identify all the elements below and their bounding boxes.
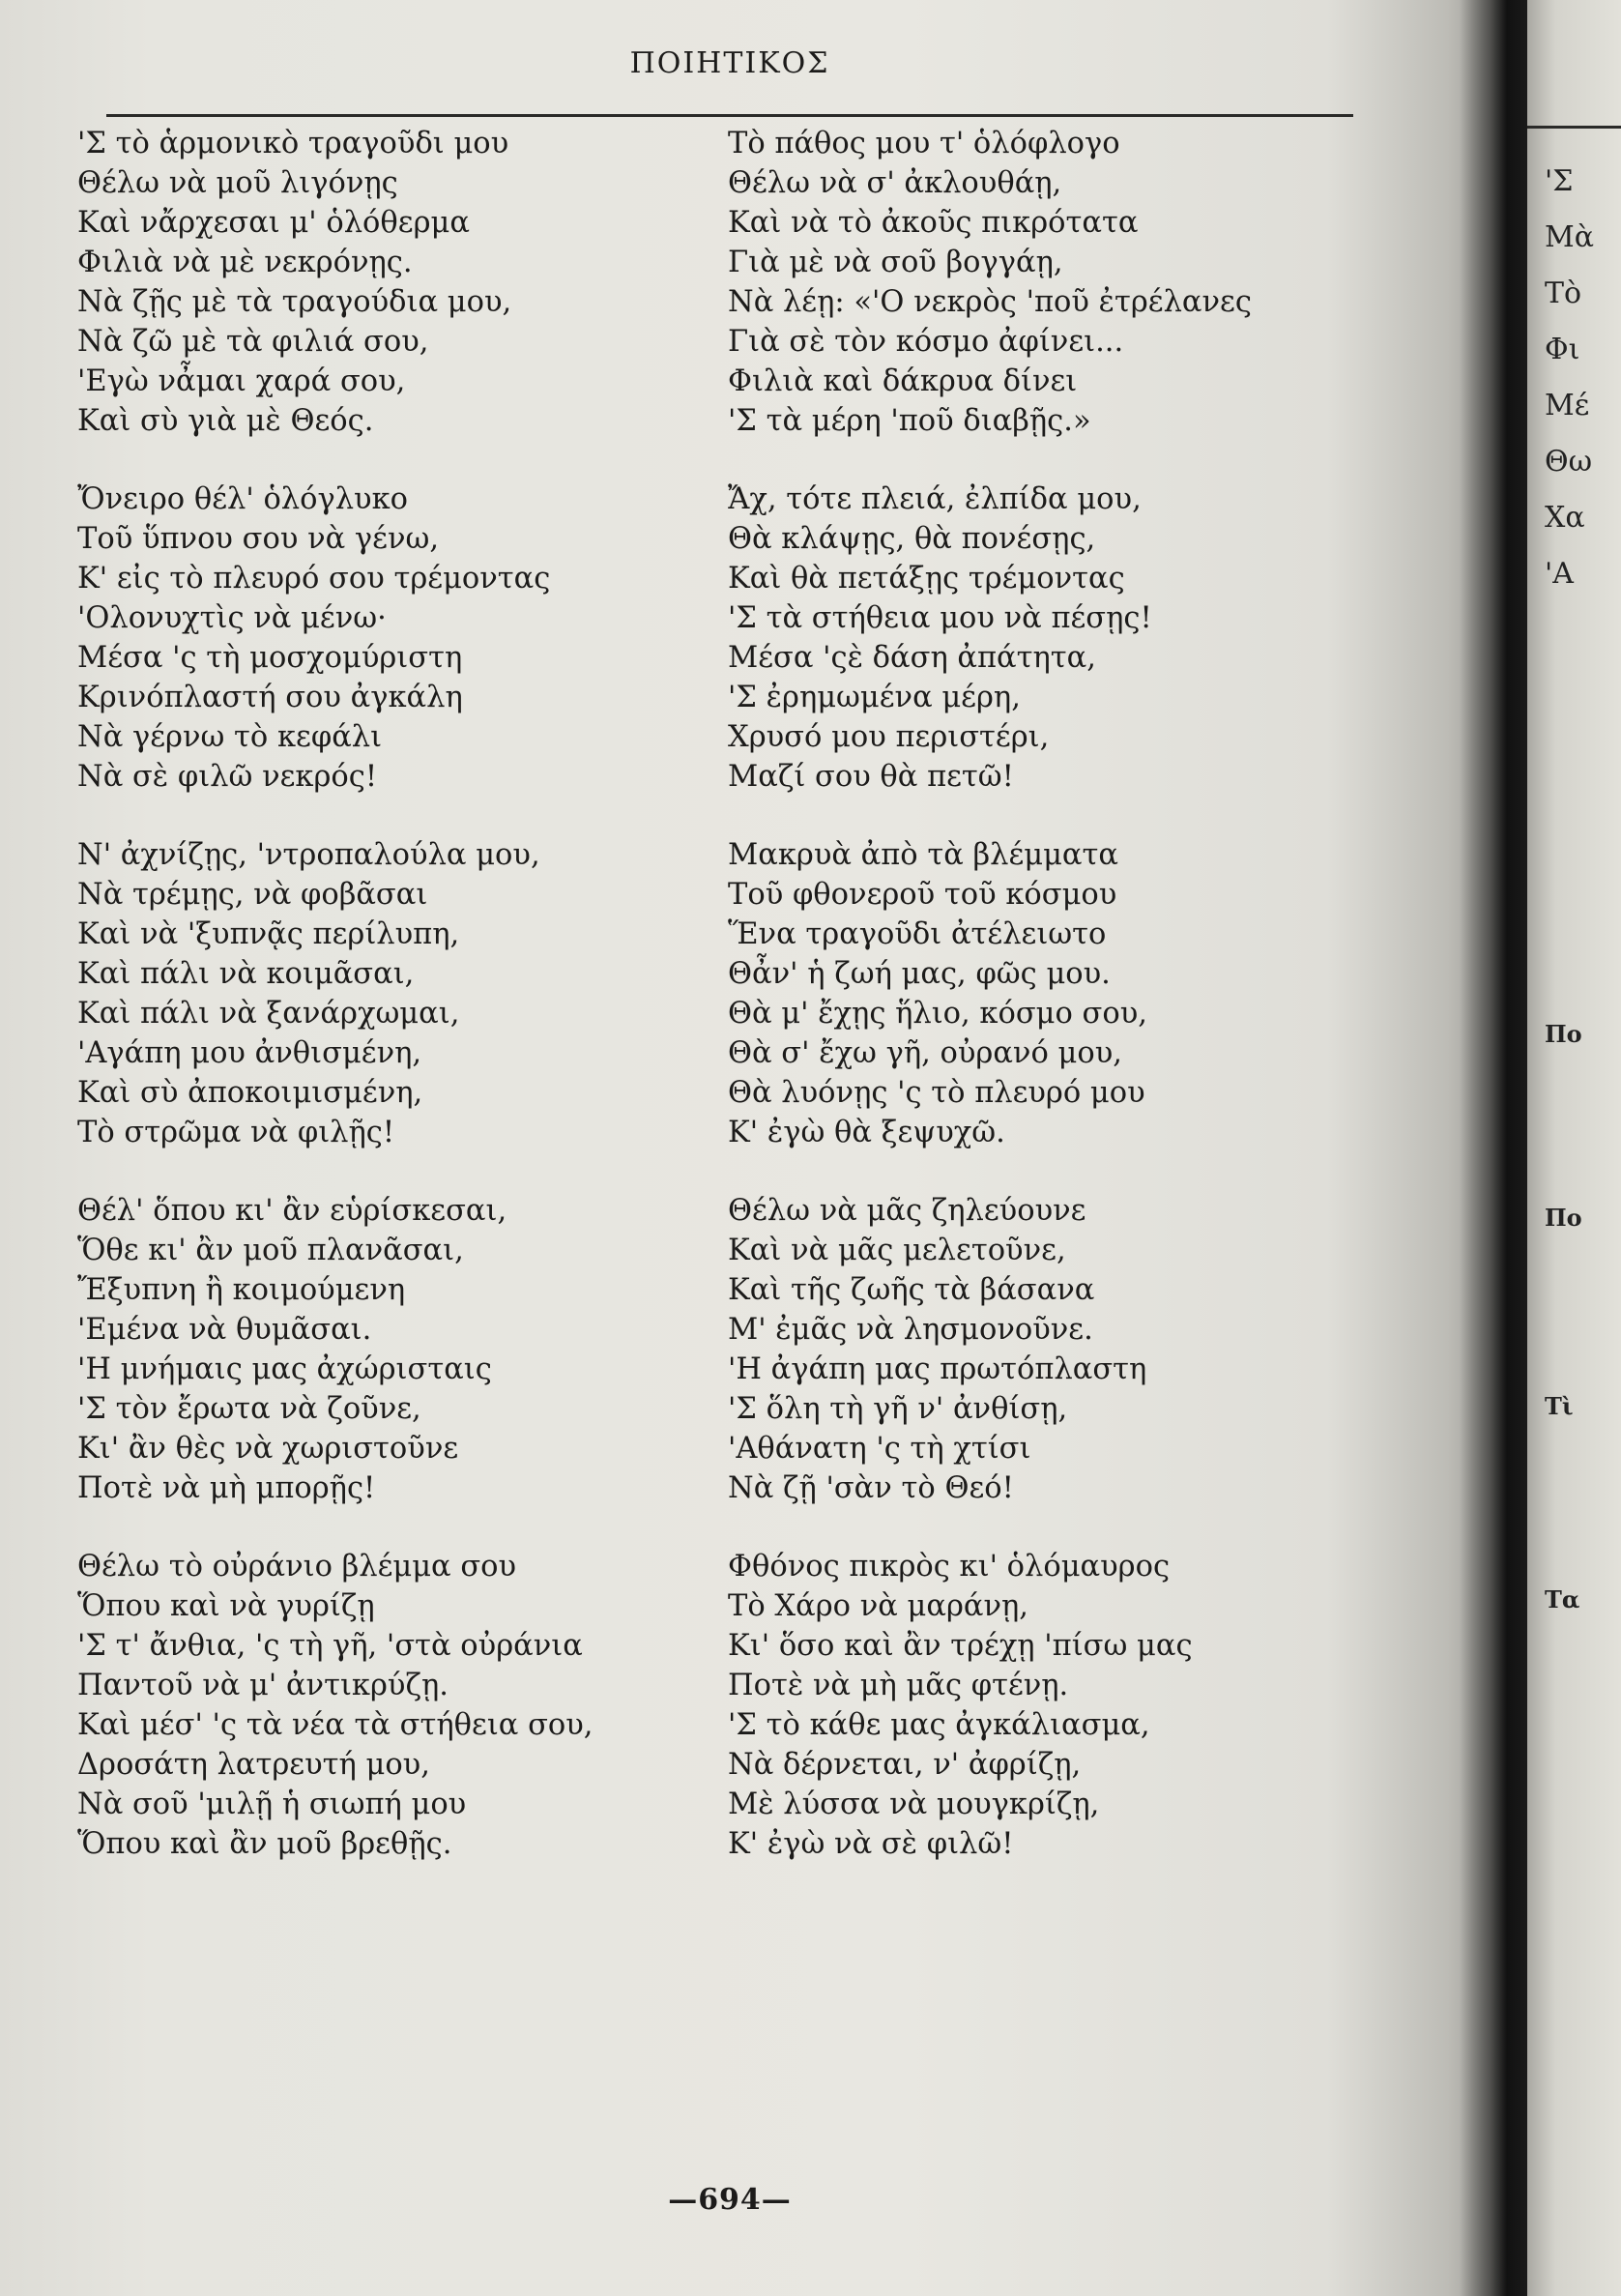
verse-line: Θὰ σ' ἔχω γῆ, οὐρανό μου, xyxy=(728,1036,1122,1070)
verse-line: Ὅθε κι' ἂν μοῦ πλανᾶσαι, xyxy=(77,1234,464,1267)
stanza xyxy=(70,480,727,797)
verse-line: Τὸ Χάρο νὰ μαράνῃ, xyxy=(728,1589,1028,1623)
book-gutter xyxy=(1460,0,1527,2296)
verse-line: 'Η ἀγάπη μας πρωτόπλαστη xyxy=(728,1352,1147,1386)
verse-line: Καὶ νὰ 'ξυπνᾷς περίλυπη, xyxy=(77,917,460,951)
verse-line: Θὰ μ' ἔχῃς ἥλιο, κόσμο σου, xyxy=(728,997,1147,1031)
verse-line: Φιλιὰ νὰ μὲ νεκρόνῃς. xyxy=(77,246,413,279)
verse-line: Νὰ ζῇς μὲ τὰ τραγούδια μου, xyxy=(77,285,512,319)
verse-line: Καὶ θὰ πετάξῃς τρέμοντας xyxy=(728,562,1125,596)
stanza xyxy=(720,835,1397,1152)
verse-line: Δροσάτη λατρευτή μου, xyxy=(77,1748,430,1782)
verse-line: Παντοῦ νὰ μ' ἀντικρύζῃ. xyxy=(77,1669,449,1702)
verse-line: Καὶ πάλι νὰ ξανάρχωμαι, xyxy=(77,997,460,1031)
verse-line: Χρυσό μου περιστέρι, xyxy=(728,720,1050,754)
verse-line: Θέλω νὰ μοῦ λιγόνῃς xyxy=(77,166,398,200)
stanza xyxy=(70,835,727,1152)
verse-line: Μέσα 'ςὲ δάση ἀπάτητα, xyxy=(728,641,1096,675)
right-column xyxy=(720,124,1397,1903)
verse-line: Κι' ἂν θὲς νὰ χωριστοῦνε xyxy=(77,1432,459,1466)
verse-line: 'Εμένα νὰ θυμᾶσαι. xyxy=(77,1313,372,1347)
verse-line: Θέλω τὸ οὐράνιο βλέμμα σου xyxy=(77,1550,517,1584)
adjacent-page-fragment: 'Α xyxy=(1545,557,1574,591)
verse-line: 'Αθάνατη 'ς τὴ χτίσι xyxy=(728,1432,1031,1466)
verse-line: Ἄχ, τότε πλειά, ἐλπίδα μου, xyxy=(728,482,1142,516)
verse-line: Φιλιὰ καὶ δάκρυα δίνει xyxy=(728,364,1078,398)
verse-line: Μέσα 'ς τὴ μοσχομύριστη xyxy=(77,641,463,675)
verse-line: Κ' ἐγὼ νὰ σὲ φιλῶ! xyxy=(728,1827,1014,1861)
verse-line: Καὶ τῆς ζωῆς τὰ βάσανα xyxy=(728,1273,1095,1307)
verse-line: Κ' ἐγὼ θὰ ξεψυχῶ. xyxy=(728,1116,1005,1149)
verse-line: Νὰ σὲ φιλῶ νεκρός! xyxy=(77,760,378,794)
verse-line: Καὶ νἄρχεσαι μ' ὁλόθερμα xyxy=(77,206,470,240)
verse-line: Μακρυὰ ἀπὸ τὰ βλέμματα xyxy=(728,838,1118,872)
verse-line: Καὶ νὰ μᾶς μελετοῦνε, xyxy=(728,1234,1066,1267)
verse-line: Τὸ πάθος μου τ' ὁλόφλογο xyxy=(728,127,1120,160)
verse-line: Νὰ λέῃ: «'Ο νεκρὸς 'ποῦ ἐτρέλανες xyxy=(728,285,1252,319)
verse-line: Καὶ πάλι νὰ κοιμᾶσαι, xyxy=(77,957,415,991)
verse-line: 'Εγὼ νἆμαι χαρά σου, xyxy=(77,364,406,398)
adjacent-page-fragment: 'Σ xyxy=(1545,164,1574,198)
verse-line: Καὶ μέσ' 'ς τὰ νέα τὰ στήθεια σου, xyxy=(77,1708,593,1742)
verse-line: Ἕνα τραγοῦδι ἀτέλειωτο xyxy=(728,917,1107,951)
verse-line: Γιὰ σὲ τὸν κόσμο ἀφίνει... xyxy=(728,325,1124,359)
stanza xyxy=(720,1191,1397,1508)
adjacent-page-fragment: Φι xyxy=(1545,333,1580,366)
verse-line: 'Σ ἐρημωμένα μέρη, xyxy=(728,681,1021,714)
adjacent-page-fragment: Τὶ xyxy=(1545,1392,1574,1420)
verse-line: Γιὰ μὲ νὰ σοῦ βογγάῃ, xyxy=(728,246,1063,279)
verse-line: Τοῦ ὕπνου σου νὰ γένω, xyxy=(77,522,440,556)
verse-line: Κρινόπλαστή σου ἀγκάλη xyxy=(77,681,463,714)
stanza xyxy=(70,124,727,441)
left-column xyxy=(70,124,727,1903)
verse-line: Τὸ στρῶμα νὰ φιλῇς! xyxy=(77,1116,395,1149)
verse-line: Τοῦ φθονεροῦ τοῦ κόσμου xyxy=(728,878,1117,912)
verse-line: 'Σ τὸ κάθε μας ἀγκάλιασμα, xyxy=(728,1708,1150,1742)
verse-line: Νὰ τρέμῃς, νὰ φοβᾶσαι xyxy=(77,878,428,912)
verse-line: Ὅπου καὶ ἂν μοῦ βρεθῇς. xyxy=(77,1827,452,1861)
stanza xyxy=(720,1547,1397,1864)
verse-line: 'Σ τὰ στήθεια μου νὰ πέσῃς! xyxy=(728,601,1152,635)
running-head: ΠΟΙΗΤΙΚΟΣ xyxy=(629,46,830,80)
verse-line: Νὰ γέρνω τὸ κεφάλι xyxy=(77,720,383,754)
verse-line: Φθόνος πικρὸς κι' ὁλόμαυρος xyxy=(728,1550,1171,1584)
verse-line: Ὅπου καὶ νὰ γυρίζῃ xyxy=(77,1589,375,1623)
adjacent-page-fragment: Θω xyxy=(1545,445,1593,479)
verse-line: Ὄνειρο θέλ' ὁλόγλυκο xyxy=(77,482,409,516)
verse-line: Θὰ κλάψῃς, θὰ πονέσῃς, xyxy=(728,522,1096,556)
verse-line: Θέλω νὰ μᾶς ζηλεύουνε xyxy=(728,1194,1086,1228)
verse-line: Μ' ἐμᾶς νὰ λησμονοῦνε. xyxy=(728,1313,1093,1347)
verse-line: 'Σ τὰ μέρη 'ποῦ διαβῇς.» xyxy=(728,404,1091,438)
verse-line: 'Η μνήμαις μας ἀχώρισταις xyxy=(77,1352,492,1386)
verse-line: Καὶ σὺ γιὰ μὲ Θεός. xyxy=(77,404,374,438)
stanza xyxy=(720,124,1397,441)
verse-line: Κι' ὅσο καὶ ἂν τρέχῃ 'πίσω μας xyxy=(728,1629,1193,1663)
stanza xyxy=(70,1547,727,1864)
adjacent-page-fragment: Μέ xyxy=(1545,389,1590,422)
verse-line: Καὶ σὺ ἀποκοιμισμένη, xyxy=(77,1076,423,1110)
verse-line: Νὰ δέρνεται, ν' ἀφρίζῃ, xyxy=(728,1748,1082,1782)
adjacent-page-fragment: Τὸ xyxy=(1545,276,1582,310)
verse-line: Θέλ' ὅπου κι' ἂν εὑρίσκεσαι, xyxy=(77,1194,507,1228)
verse-line: Νὰ σοῦ 'μιλῇ ἡ σιωπή μου xyxy=(77,1787,467,1821)
verse-line: Νὰ ζῶ μὲ τὰ φιλιά σου, xyxy=(77,325,429,359)
verse-line: Θἆν' ἡ ζωή μας, φῶς μου. xyxy=(728,957,1111,991)
stanza xyxy=(70,1191,727,1508)
adjacent-page-edge xyxy=(1527,0,1621,2296)
adjacent-page-fragment: Πο xyxy=(1545,1204,1582,1232)
verse-line: Ν' ἀχνίζῃς, 'ντροπαλούλα μου, xyxy=(77,838,540,872)
verse-line: 'Σ τ' ἄνθια, 'ς τὴ γῆ, 'στὰ οὐράνια xyxy=(77,1629,583,1663)
verse-line: 'Ολονυχτὶς νὰ μένω· xyxy=(77,601,387,635)
verse-line: Καὶ νὰ τὸ ἀκοῦς πικρότατα xyxy=(728,206,1139,240)
adjacent-page-fragment: Χα xyxy=(1545,501,1585,535)
verse-line: Ποτὲ νὰ μὴ μπορῇς! xyxy=(77,1471,376,1505)
adjacent-page-fragment: Μὰ xyxy=(1545,220,1594,254)
header-rule xyxy=(106,114,1353,117)
verse-line: Θὰ λυόνῃς 'ς τὸ πλευρό μου xyxy=(728,1076,1145,1110)
verse-line: Μὲ λύσσα νὰ μουγκρίζῃ, xyxy=(728,1787,1100,1821)
verse-line: Μαζί σου θὰ πετῶ! xyxy=(728,760,1014,794)
verse-line: 'Αγάπη μου ἀνθισμένη, xyxy=(77,1036,422,1070)
verse-line: Νὰ ζῇ 'σὰν τὸ Θεό! xyxy=(728,1471,1014,1505)
verse-line: Κ' εἰς τὸ πλευρό σου τρέμοντας xyxy=(77,562,551,596)
verse-line: Ἔξυπνη ἢ κοιμούμενη xyxy=(77,1273,406,1307)
adjacent-page-rule xyxy=(1527,126,1621,129)
verse-line: Ποτὲ νὰ μὴ μᾶς φτένῃ. xyxy=(728,1669,1069,1702)
verse-line: 'Σ τὸ ἁρμονικὸ τραγοῦδι μου xyxy=(77,127,509,160)
adjacent-page-fragment: Τα xyxy=(1545,1585,1580,1613)
adjacent-page-fragment: Πο xyxy=(1545,1020,1582,1048)
page-number: —694— xyxy=(668,2183,792,2217)
verse-line: 'Σ ὅλη τὴ γῆ ν' ἀνθίσῃ, xyxy=(728,1392,1068,1426)
verse-line: Θέλω νὰ σ' ἀκλουθάῃ, xyxy=(728,166,1062,200)
verse-line: 'Σ τὸν ἔρωτα νὰ ζοῦνε, xyxy=(77,1392,421,1426)
stanza xyxy=(720,480,1397,797)
